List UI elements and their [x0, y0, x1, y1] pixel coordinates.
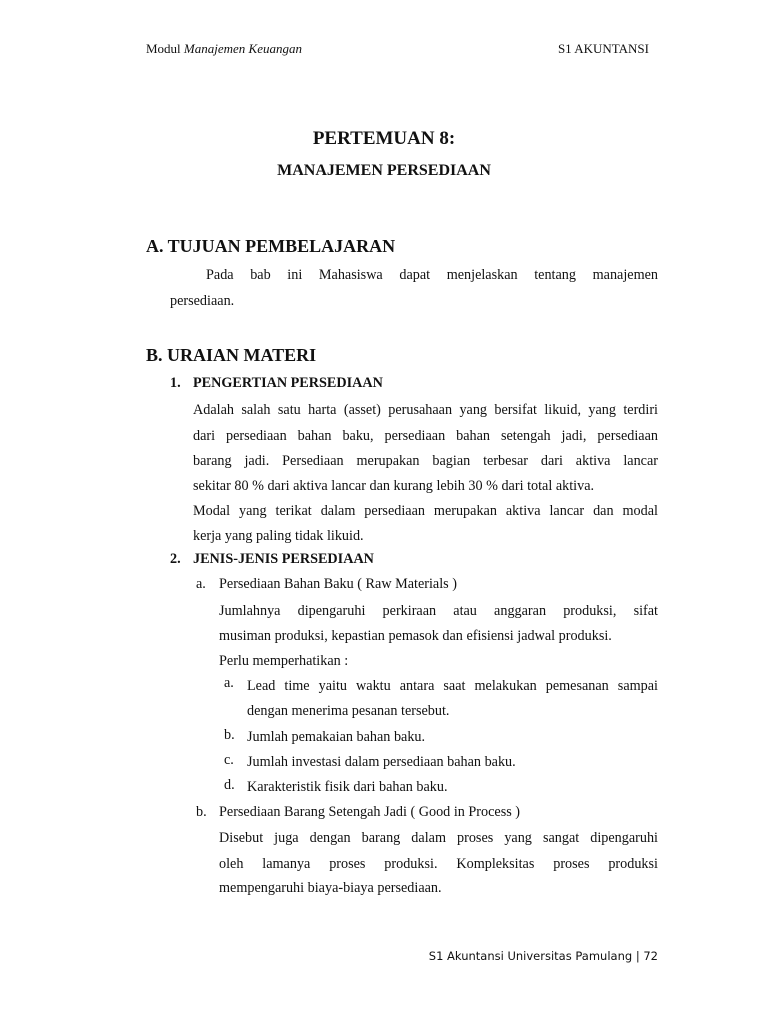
- item-2-number: 2.: [170, 551, 181, 567]
- item-2a-line: Perlu memperhatikan :: [219, 653, 349, 669]
- module-title: Manajemen Keuangan: [183, 41, 302, 56]
- page-footer: [429, 949, 658, 963]
- subitem-c-line: Jumlah investasi dalam persediaan bahan baku.: [247, 754, 516, 770]
- item-2a-title: Persediaan Bahan Baku ( Raw Materials ): [219, 576, 457, 592]
- running-header-program: S1 AKUNTANSI: [557, 41, 649, 56]
- item-1-line: kerja yang paling tidak likuid.: [193, 528, 364, 544]
- module-prefix: Modul: [146, 41, 184, 56]
- item-1-title: PENGERTIAN PERSEDIAAN: [193, 375, 383, 391]
- subitem-d-marker: d.: [224, 777, 235, 793]
- item-2a-marker: a.: [196, 576, 206, 592]
- section-a-line-1: Pada bab ini Mahasiswa dapat menjelaskan tentang manajemen: [206, 267, 658, 283]
- footer-separator: |: [635, 949, 640, 963]
- item-2b-line: oleh lamanya proses produksi. Kompleksitas proses produksi: [219, 856, 658, 872]
- subitem-a-line: dengan menerima pesanan tersebut.: [247, 703, 450, 719]
- page-number: 72: [643, 949, 658, 963]
- subitem-a-marker: a.: [224, 675, 234, 691]
- subitem-c-marker: c.: [224, 752, 234, 768]
- subitem-b-marker: b.: [224, 727, 235, 743]
- item-1-line: sekitar 80 % dari aktiva lancar dan kurang lebih 30 % dari total aktiva.: [193, 478, 595, 494]
- section-b-heading: B. URAIAN MATERI: [146, 345, 317, 365]
- item-1-line: Adalah salah satu harta (asset) perusahaan yang bersifat likuid, yang terdiri: [193, 402, 658, 418]
- running-header-module: [146, 41, 302, 57]
- item-2b-line: Disebut juga dengan barang dalam proses yang sangat dipengaruhi: [219, 830, 658, 846]
- subitem-a-line: Lead time yaitu waktu antara saat melakukan pemesanan sampai: [247, 678, 658, 694]
- subitem-d-line: Karakteristik fisik dari bahan baku.: [247, 779, 448, 795]
- item-2-title: JENIS-JENIS PERSEDIAAN: [193, 551, 374, 567]
- item-1-number: 1.: [170, 375, 181, 391]
- section-a-line-2: persediaan.: [170, 293, 235, 309]
- page-subtitle: MANAJEMEN PERSEDIAAN: [277, 162, 491, 179]
- footer-text: S1 Akuntansi Universitas Pamulang: [428, 949, 633, 963]
- item-1-line: Modal yang terikat dalam persediaan merupakan aktiva lancar dan modal: [193, 503, 658, 519]
- section-a-heading: A. TUJUAN PEMBELAJARAN: [146, 236, 396, 256]
- page-title: PERTEMUAN 8:: [312, 128, 456, 149]
- item-2b-line: mempengaruhi biaya-biaya persediaan.: [219, 880, 442, 896]
- subitem-b-line: Jumlah pemakaian bahan baku.: [247, 729, 426, 745]
- item-2b-title: Persediaan Barang Setengah Jadi ( Good in Process ): [219, 804, 521, 820]
- item-1-line: dari persediaan bahan baku, persediaan bahan setengah jadi, persediaan: [193, 428, 658, 444]
- item-1-line: barang jadi. Persediaan merupakan bagian terbesar dari aktiva lancar: [193, 453, 658, 469]
- item-2a-line: musiman produksi, kepastian pemasok dan efisiensi jadwal produksi.: [219, 628, 612, 644]
- item-2a-line: Jumlahnya dipengaruhi perkiraan atau anggaran produksi, sifat: [219, 603, 658, 619]
- item-2b-marker: b.: [196, 804, 207, 820]
